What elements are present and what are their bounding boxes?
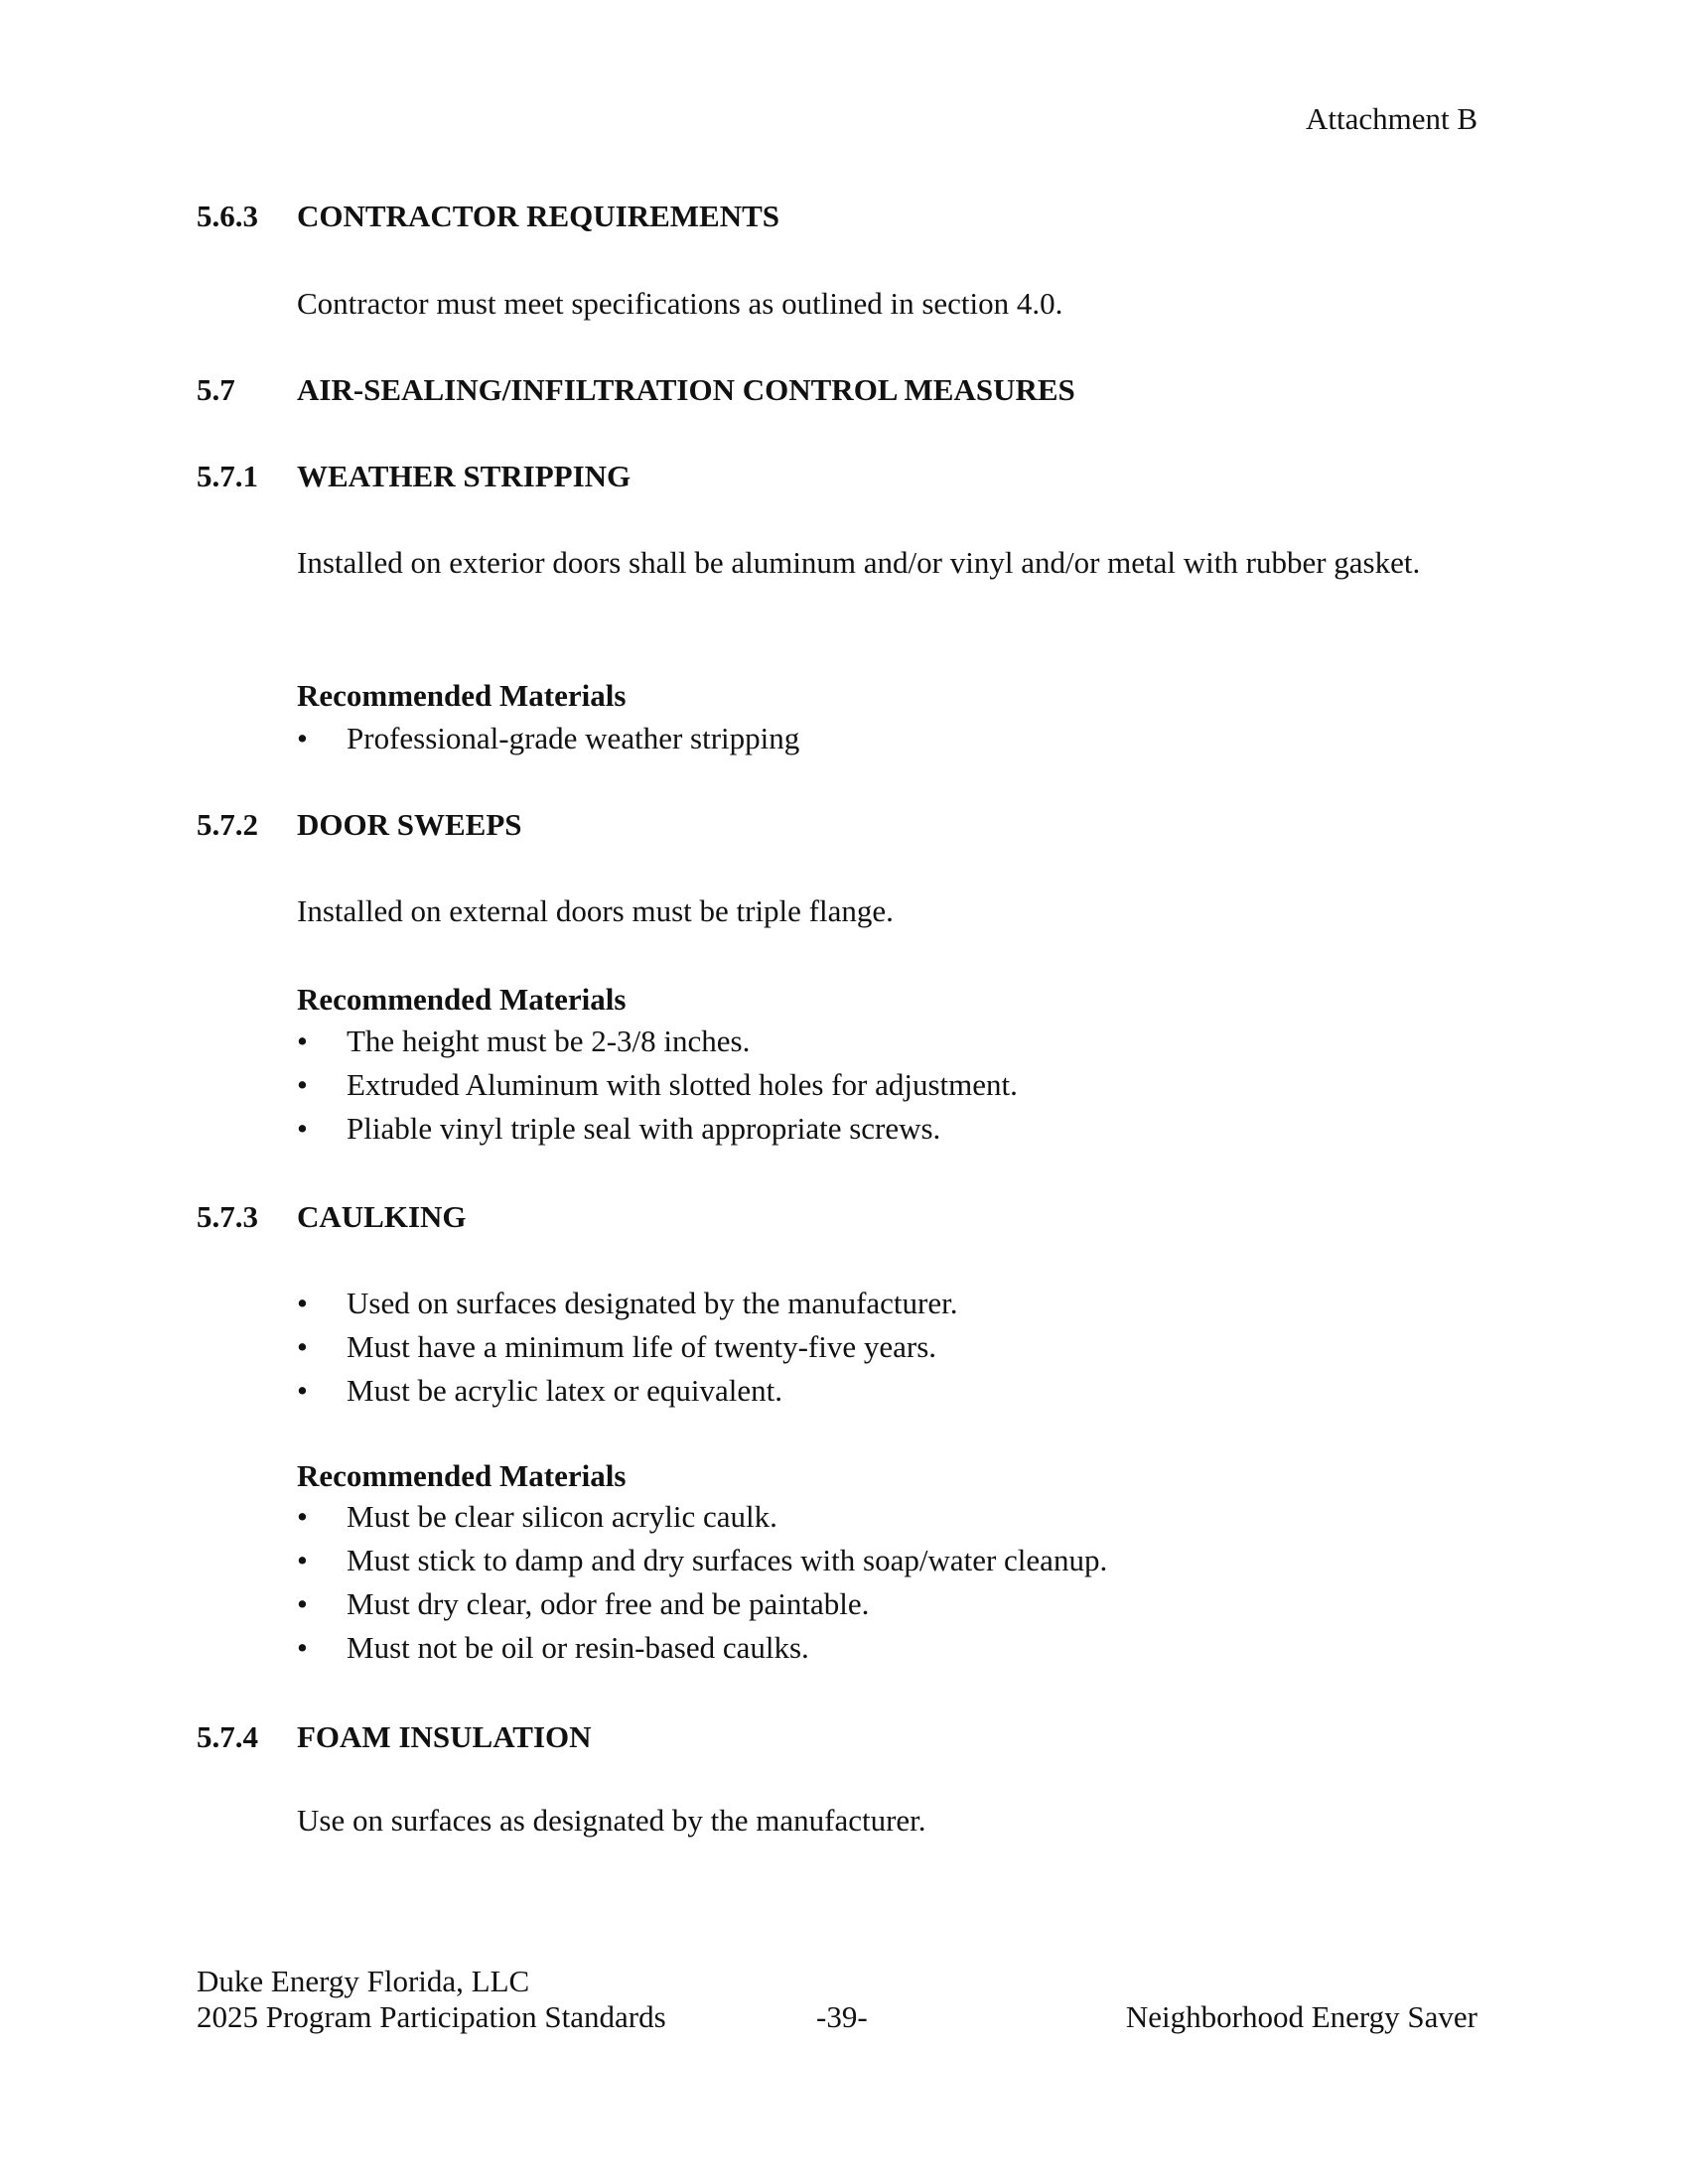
section-paragraph-5-7-1: Installed on exterior doors shall be aluminum and/or vinyl and/or metal with rubber gasket.	[297, 545, 1421, 580]
bullet-icon: •	[297, 1329, 308, 1364]
section-title: DOOR SWEEPS	[297, 807, 522, 842]
materials-list-5-7-1	[297, 717, 799, 760]
attachment-label: Attachment B	[1305, 101, 1477, 136]
section-title: WEATHER STRIPPING	[297, 459, 632, 493]
section-heading-5-7	[197, 370, 1075, 410]
list-item	[297, 1325, 957, 1369]
list-item	[297, 1020, 1018, 1063]
section-number: 5.7.2	[197, 807, 258, 842]
list-item	[297, 1063, 1018, 1107]
materials-list-5-7-3	[297, 1495, 1107, 1670]
bullet-icon: •	[297, 1499, 308, 1534]
list-item-text: Professional-grade weather stripping	[347, 721, 800, 755]
section-number: 5.7	[197, 372, 235, 407]
list-item	[297, 1582, 1107, 1626]
list-item	[297, 1626, 1107, 1670]
bullet-icon: •	[297, 721, 308, 755]
list-item	[297, 1282, 957, 1325]
section-title: CONTRACTOR REQUIREMENTS	[297, 199, 780, 233]
list-item	[297, 1495, 1107, 1539]
materials-heading-5-7-1: Recommended Materials	[297, 678, 627, 713]
list-item	[297, 717, 799, 760]
bullet-icon: •	[297, 1024, 308, 1058]
section-title: FOAM INSULATION	[297, 1719, 592, 1754]
section-title: AIR-SEALING/INFILTRATION CONTROL MEASURES	[297, 372, 1075, 407]
section-paragraph-5-7-4: Use on surfaces as designated by the manufacturer.	[297, 1803, 926, 1838]
section-number: 5.6.3	[197, 199, 258, 233]
list-item-text: Must be acrylic latex or equivalent.	[347, 1373, 783, 1408]
section-title: CAULKING	[297, 1199, 467, 1234]
materials-list-5-7-2	[297, 1020, 1018, 1151]
list-item-text: Extruded Aluminum with slotted holes for adjustment.	[347, 1067, 1018, 1102]
list-item	[297, 1539, 1107, 1582]
list-item-text: Used on surfaces designated by the manufacturer.	[347, 1286, 958, 1320]
bullet-icon: •	[297, 1286, 308, 1320]
materials-heading-5-7-3: Recommended Materials	[297, 1458, 627, 1493]
bullet-icon: •	[297, 1067, 308, 1102]
bullet-icon: •	[297, 1543, 308, 1577]
bullet-icon: •	[297, 1586, 308, 1621]
section-heading-5-6-3	[197, 197, 779, 236]
section-heading-5-7-3	[197, 1197, 467, 1237]
page-number: -39-	[816, 1999, 868, 2034]
section-heading-5-7-1	[197, 457, 631, 496]
section-number: 5.7.1	[197, 459, 258, 493]
list-item-text: The height must be 2-3/8 inches.	[347, 1024, 751, 1058]
footer-company: Duke Energy Florida, LLC	[197, 1964, 530, 1998]
bullet-icon: •	[297, 1630, 308, 1665]
list-item-text: Must be clear silicon acrylic caulk.	[347, 1499, 777, 1534]
section-paragraph-5-6-3: Contractor must meet specifications as outlined in section 4.0.	[297, 286, 1063, 321]
list-item-text: Must stick to damp and dry surfaces with soap/water cleanup.	[347, 1543, 1108, 1577]
bullet-icon: •	[297, 1111, 308, 1146]
section-heading-5-7-2	[197, 805, 522, 845]
list-item	[297, 1107, 1018, 1151]
list-item	[297, 1369, 957, 1413]
list-item-text: Must dry clear, odor free and be paintable.	[347, 1586, 870, 1621]
section-number: 5.7.4	[197, 1719, 258, 1754]
caulking-requirements-list	[297, 1282, 957, 1413]
materials-heading-5-7-2: Recommended Materials	[297, 982, 627, 1017]
footer-left	[197, 1964, 666, 2035]
section-number: 5.7.3	[197, 1199, 258, 1234]
footer-document-title: 2025 Program Participation Standards	[197, 1999, 666, 2034]
list-item-text: Must have a minimum life of twenty-five years.	[347, 1329, 937, 1364]
footer-program-name: Neighborhood Energy Saver	[1125, 1999, 1477, 2034]
section-heading-5-7-4	[197, 1717, 592, 1757]
bullet-icon: •	[297, 1373, 308, 1408]
list-item-text: Pliable vinyl triple seal with appropriate screws.	[347, 1111, 941, 1146]
list-item-text: Must not be oil or resin-based caulks.	[347, 1630, 809, 1665]
section-paragraph-5-7-2: Installed on external doors must be triple flange.	[297, 893, 894, 928]
